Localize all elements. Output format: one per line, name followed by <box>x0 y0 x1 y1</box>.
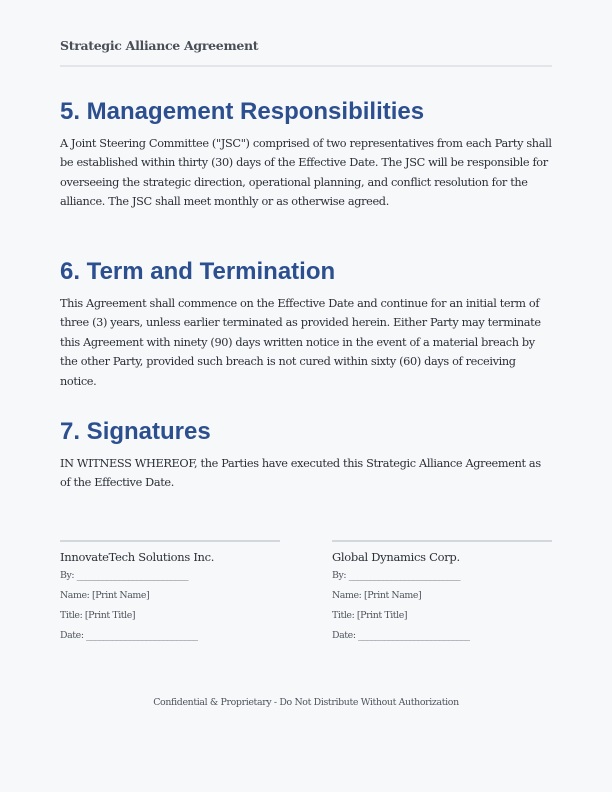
document-title: Strategic Alliance Agreement <box>60 38 259 53</box>
signature-company: InnovateTech Solutions Inc. <box>60 550 215 564</box>
section-body-signatures: IN WITNESS WHEREOF, the Parties have executed this Strategic Alliance Agreement as of the Effective Date. <box>60 457 541 490</box>
signature-rule <box>60 540 280 542</box>
document-header <box>60 38 552 67</box>
signature-rule <box>332 540 552 542</box>
signature-title-field: Title: [Print Title] <box>60 610 136 621</box>
signature-name-field: Name: [Print Name] <box>332 590 422 601</box>
section-body-term: This Agreement shall commence on the Effective Date and continue for an initial term of three (3) years, unless earlier terminated as provided herein. Either Party may terminate this Agreement with ninety (90) days written notice in the event of a material breach by the other Party, provided such breach is not cured within sixty (60) days of receiving notice. <box>60 297 541 388</box>
confidentiality-footer: Confidential & Proprietary - Do Not Distribute Without Authorization <box>153 697 459 708</box>
signature-company: Global Dynamics Corp. <box>332 550 460 564</box>
section-heading-signatures: 7. Signatures <box>60 418 211 445</box>
signature-date-field: Date: __________________________ <box>60 630 198 641</box>
section-body-management: A Joint Steering Committee ("JSC") comprised of two representatives from each Party shall be established within thirty (30) days of the Effective Date. The JSC will be responsible for overseeing the strategic direction, operational planning, and conflict resolution for the alliance. The JSC shall meet monthly or as otherwise agreed. <box>60 137 552 209</box>
signature-date-field: Date: __________________________ <box>332 630 470 641</box>
section-heading-term: 6. Term and Termination <box>60 258 336 285</box>
signature-block-innovatetech <box>60 540 280 646</box>
signature-by-field: By: __________________________ <box>60 570 189 581</box>
signature-by-field: By: __________________________ <box>332 570 461 581</box>
signature-block-global-dynamics <box>332 540 552 646</box>
section-heading-management: 5. Management Responsibilities <box>60 98 425 125</box>
signature-title-field: Title: [Print Title] <box>332 610 408 621</box>
signature-name-field: Name: [Print Name] <box>60 590 150 601</box>
